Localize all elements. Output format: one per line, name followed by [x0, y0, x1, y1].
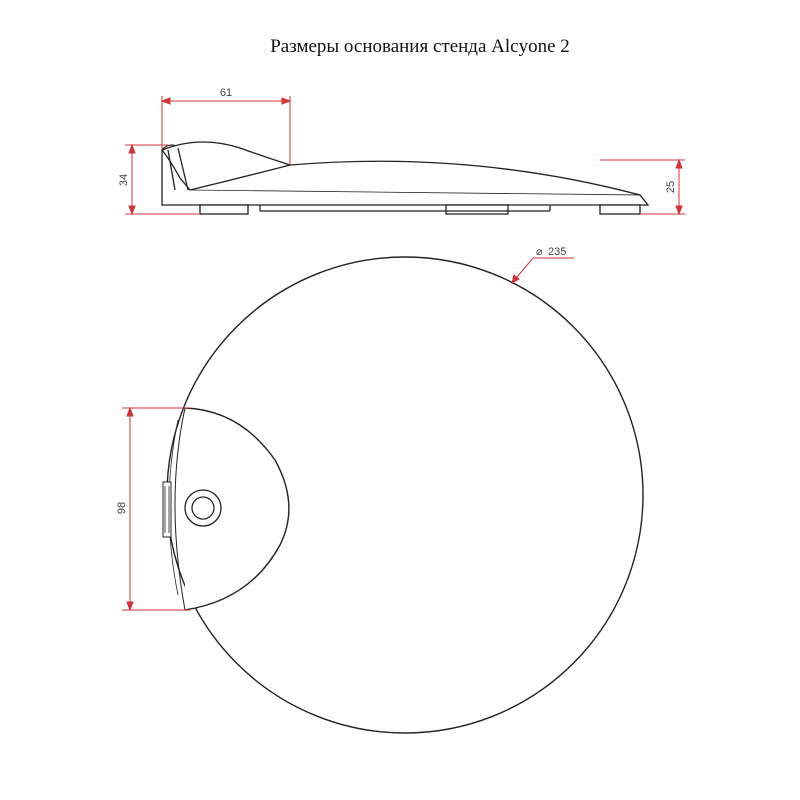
dimension-height-front-label: 98 — [116, 501, 128, 515]
side-view — [162, 142, 648, 214]
side-view-foot-mid — [446, 205, 508, 214]
side-view-foot-right — [600, 205, 640, 214]
top-view-button-inner — [192, 497, 214, 519]
dimension-diameter — [512, 258, 574, 283]
drawing-title: Размеры основания стенда Alcyone 2 — [270, 36, 570, 57]
side-view-foot-left — [200, 205, 248, 214]
top-view-slot — [163, 482, 171, 537]
top-view — [163, 257, 643, 733]
dimension-diameter-label: 235 — [548, 246, 567, 258]
dimension-height-left-label: 34 — [118, 173, 130, 187]
dimension-diameter-symbol: ⌀ — [536, 246, 543, 258]
dimension-width-top-label: 61 — [219, 87, 233, 99]
dimension-height-right-label: 25 — [665, 180, 677, 194]
